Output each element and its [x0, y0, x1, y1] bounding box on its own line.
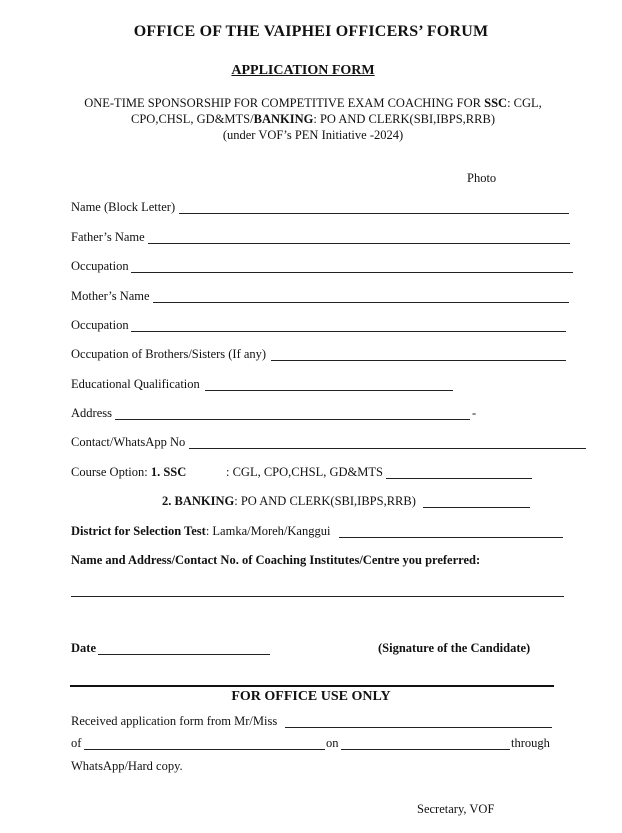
received-from-field[interactable] [285, 727, 552, 728]
subtitle-text: ONE-TIME SPONSORSHIP FOR COMPETITIVE EXAM COACHING FOR [84, 96, 485, 110]
siblings-occupation-field[interactable] [271, 360, 566, 361]
course-option-label: Course Option: [71, 465, 151, 479]
through-label: through [511, 736, 550, 750]
on-label: on [326, 736, 339, 750]
mother-name-label: Mother’s Name [71, 289, 150, 303]
form-title: APPLICATION FORM [231, 63, 375, 78]
subtitle-line-3: (under VOF’s PEN Initiative -2024) [222, 128, 404, 142]
education-label: Educational Qualification [71, 377, 200, 391]
occupation-label: Occupation [71, 259, 129, 273]
mother-name-field[interactable] [153, 302, 569, 303]
page-title: OFFICE OF THE VAIPHEI OFFICERS’ FORUM [133, 23, 489, 40]
subtitle-text: CPO,CHSL, GD&MTS/ [131, 112, 254, 126]
course-option-1 [71, 465, 186, 480]
district-options: : Lamka/Moreh/Kanggui [205, 524, 331, 538]
of-label: of [71, 736, 82, 750]
course-ssc-field[interactable] [386, 478, 532, 479]
photo-label: Photo [467, 171, 497, 185]
address-field[interactable] [115, 419, 470, 420]
subtitle-banking: BANKING [253, 112, 314, 126]
address-label: Address [71, 406, 112, 420]
course-ssc-detail: : CGL, CPO,CHSL, GD&MTS [226, 465, 383, 479]
mother-occupation-field[interactable] [131, 331, 566, 332]
subtitle-line-1 [40, 96, 586, 111]
contact-field[interactable] [189, 448, 586, 449]
district-row [71, 524, 330, 539]
father-name-field[interactable] [148, 243, 570, 244]
coaching-label: Name and Address/Contact No. of Coaching Institutes/Centre you preferred: [71, 553, 481, 567]
name-field[interactable] [179, 213, 569, 214]
of-field[interactable] [84, 749, 325, 750]
office-use-heading: FOR OFFICE USE ONLY [231, 689, 391, 704]
secretary-label: Secretary, VOF [417, 802, 495, 816]
course-option-2 [162, 494, 416, 509]
signature-label: (Signature of the Candidate) [378, 641, 531, 655]
father-occupation-field[interactable] [131, 272, 573, 273]
mode-label: WhatsApp/Hard copy. [71, 759, 183, 773]
divider [70, 685, 554, 687]
father-name-label: Father’s Name [71, 230, 145, 244]
address-dash: - [472, 406, 477, 420]
name-label: Name (Block Letter) [71, 200, 176, 214]
date-field[interactable] [98, 654, 270, 655]
education-field[interactable] [205, 390, 453, 391]
district-label: District for Selection Test [71, 524, 206, 538]
subtitle-line-2 [40, 112, 586, 127]
on-field[interactable] [341, 749, 510, 750]
received-label: Received application form from Mr/Miss [71, 714, 278, 728]
subtitle-text: : PO AND CLERK(SBI,IBPS,RRB) [313, 112, 495, 126]
course-banking-field[interactable] [423, 507, 530, 508]
date-label: Date [71, 641, 96, 655]
occupation-label: Occupation [71, 318, 129, 332]
subtitle-text: : CGL, [507, 96, 542, 110]
course-ssc: 1. SSC [150, 465, 187, 479]
district-field[interactable] [339, 537, 563, 538]
coaching-field[interactable] [71, 596, 564, 597]
contact-label: Contact/WhatsApp No [71, 435, 186, 449]
course-banking-detail: : PO AND CLERK(SBI,IBPS,RRB) [234, 494, 416, 508]
subtitle-ssc: SSC [484, 96, 508, 110]
siblings-occupation-label: Occupation of Brothers/Sisters (If any) [71, 347, 267, 361]
course-banking: 2. BANKING [162, 494, 235, 508]
